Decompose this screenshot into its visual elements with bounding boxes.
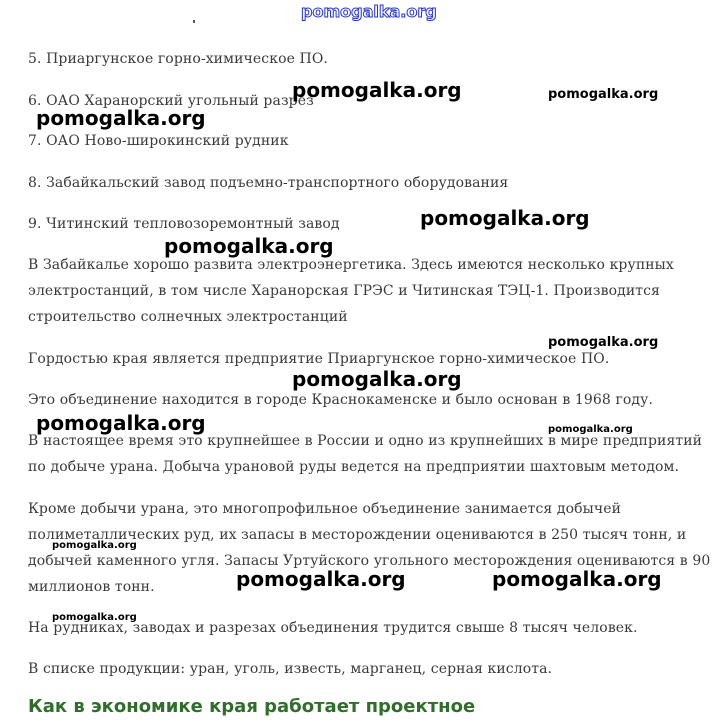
watermark: pomogalka.org <box>548 424 633 435</box>
watermark: pomogalka.org <box>52 540 137 551</box>
paragraph-energy-line: строительство солнечных электростанций <box>28 309 348 325</box>
paragraph-multiprofile-line: полиметаллических руд, их запасы в месторождении оцениваются в 250 тысяч тонн, и <box>28 527 687 543</box>
watermark: pomogalka.org <box>164 234 334 258</box>
paragraph-energy-line: В Забайкалье хорошо развита электроэнергетика. Здесь имеются несколько крупных <box>28 257 674 273</box>
list-item: 7. ОАО Ново-широкинский рудник <box>28 133 289 149</box>
paragraph-uranium-line: по добыче урана. Добыча урановой руды ведется на предприятии шахтовым методом. <box>28 459 680 475</box>
watermark: pomogalka.org <box>548 87 659 102</box>
list-item: 9. Читинский тепловозоремонтный завод <box>28 216 340 232</box>
watermark: pomogalka.org <box>292 78 462 102</box>
header-watermark: pomogalka.org <box>301 2 437 21</box>
paragraph-uranium-line: В настоящее время это крупнейшее в России и одно из крупнейших в мире предприятий <box>28 433 703 449</box>
list-item: 5. Приаргунское горно-химическое ПО. <box>28 51 328 67</box>
paragraph-workers: На рудниках, заводах и разрезах объединения трудится свыше 8 тысяч человек. <box>28 620 638 636</box>
paragraph-founded: Это объединение находится в городе Краснокаменске и было основан в 1968 году. <box>28 392 654 408</box>
watermark: pomogalka.org <box>492 567 662 591</box>
watermark: pomogalka.org <box>36 106 206 130</box>
watermark: pomogalka.org <box>52 612 137 623</box>
watermark: pomogalka.org <box>36 411 206 435</box>
watermark: pomogalka.org <box>420 206 590 230</box>
paragraph-pride: Гордостью края является предприятие Приаргунское горно-химическое ПО. <box>28 351 610 367</box>
watermark: pomogalka.org <box>236 567 406 591</box>
paragraph-multiprofile-line: добычей каменного угля. Запасы Уртуйского угольного месторождения оцениваются в 90 <box>28 553 711 569</box>
watermark: pomogalka.org <box>548 335 659 350</box>
paragraph-multiprofile-line: Кроме добычи урана, это многопрофильное объединение занимается добычей <box>28 501 622 517</box>
list-item: 6. ОАО Харанорский угольный разрез <box>28 93 314 109</box>
paragraph-products: В списке продукции: уран, уголь, известь, марганец, серная кислота. <box>28 661 553 677</box>
section-heading: Как в экономике края работает проектное <box>28 696 476 717</box>
list-item: 8. Забайкальский завод подъемно-транспортного оборудования <box>28 175 509 191</box>
watermark: pomogalka.org <box>292 367 462 391</box>
paragraph-multiprofile-line: миллионов тонн. <box>28 579 155 595</box>
paragraph-energy-line: электростанций, в том числе Харанорская ГРЭС и Читинская ТЭЦ-1. Производится <box>28 283 660 299</box>
top-divider-mark <box>193 20 195 23</box>
